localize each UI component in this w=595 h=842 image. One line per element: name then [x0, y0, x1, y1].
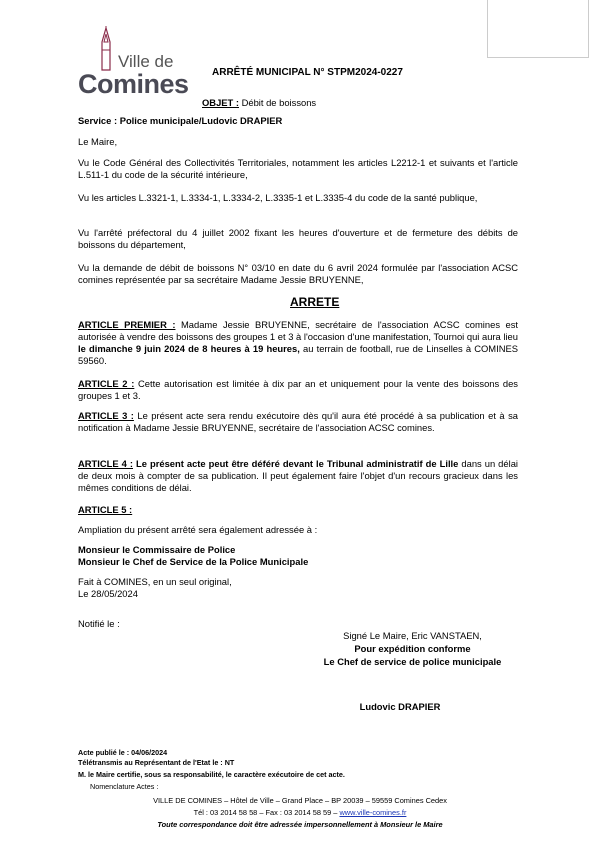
objet-label: OBJET :	[202, 97, 239, 108]
article-5	[78, 504, 518, 516]
salutation: Le Maire,	[78, 136, 118, 147]
destinataire-2: Monsieur le Chef de Service de la Police Municipale	[78, 556, 309, 567]
website-link[interactable]: www.ville-comines.fr	[339, 808, 407, 817]
article-4-bold: Le présent acte peut être déféré devant le Tribunal administratif de Lille	[133, 458, 459, 469]
article-1-place: au terrain de football, rue de Linselles à COMINES 59560.	[78, 343, 518, 366]
considerant-3: Vu l'arrêté préfectoral du 4 juillet 2002 fixant les heures d'ouverture et de fermeture des débits de boissons du département,	[78, 227, 518, 250]
article-1-text: Madame Jessie BRUYENNE, secrétaire de l'association ACSC comines est autorisée à vendre des boissons des groupes 1 et 3 à l'occasion d'une manifestation, Tournoi qui aura lieu	[78, 319, 519, 342]
article-3-text: Le présent acte sera rendu exécutoire dès qu'il aura été procédé à sa publication et à sa notification à Madame Jessie BRUYENNE, secrétaire de l'association ACSC comines.	[78, 410, 518, 433]
destinataire-1: Monsieur le Commissaire de Police	[78, 544, 236, 555]
article-1	[78, 319, 518, 367]
signatory-name: Ludovic DRAPIER	[359, 701, 441, 712]
stamp-box	[487, 0, 589, 58]
footer-phone-fax: Tél : 03 2014 58 58 – Fax : 03 2014 58 59 –	[193, 808, 340, 817]
church-tower-icon	[94, 26, 118, 72]
article-4-text: dans un délai de deux mois à compter de sa publication. Il peut également faire l'objet d'un recours gracieux dans les mêmes conditions de délai.	[78, 458, 518, 493]
executory-certification: M. le Maire certifie, sous sa responsabilité, le caractère exécutoire de cet acte.	[78, 770, 345, 779]
ampliation: Ampliation du présent arrêté sera également adressée à :	[78, 524, 318, 535]
article-1-label: ARTICLE PREMIER :	[78, 319, 176, 330]
logo-city-name: Comines	[78, 69, 189, 99]
considerant-4: Vu la demande de débit de boissons N° 03/10 en date du 6 avril 2024 formulée par l'association ACSC comines représentée par sa secrétaire Madame Jessie BRUYENNE,	[78, 262, 518, 285]
fait-date: Le 28/05/2024	[78, 588, 138, 599]
nomenclature: Nomenclature Actes :	[90, 782, 159, 791]
considerant-2: Vu les articles L.3321-1, L.3334-1, L.3334-2, L.3335-1 et L.3335-4 du code de la santé publique,	[78, 192, 478, 203]
arrete-heading: ARRETE	[290, 295, 340, 309]
article-2	[78, 378, 518, 402]
notifie-le: Notifié le :	[78, 618, 120, 629]
city-logo	[78, 26, 196, 112]
document-title: ARRÊTÉ MUNICIPAL N° STPM2024-0227	[212, 67, 403, 78]
objet-line	[202, 97, 316, 109]
publication-date: Acte publié le : 04/06/2024	[78, 748, 168, 757]
signature-line-2: Pour expédition conforme	[354, 643, 471, 654]
article-3	[78, 410, 518, 434]
article-4-label: ARTICLE 4 :	[78, 458, 133, 469]
article-2-label: ARTICLE 2 :	[78, 378, 135, 389]
service-line: Service : Police municipale/Ludovic DRAPIER	[78, 115, 283, 126]
footer-notice: Toute correspondance doit être adressée impersonnellement à Monsieur le Maire	[157, 820, 443, 829]
article-2-text: Cette autorisation est limitée à dix par an et uniquement pour la vente des boissons des groupes 1 et 3.	[78, 378, 518, 401]
logo-town-text: Ville de	[118, 52, 174, 71]
footer-contact	[60, 808, 540, 818]
footer-address: VILLE DE COMINES – Hôtel de Ville – Grand Place – BP 20039 – 59559 Comines Cedex	[153, 796, 447, 805]
article-1-date: le dimanche 9 juin 2024 de 8 heures à 19 heures,	[78, 343, 300, 354]
article-5-label: ARTICLE 5 :	[78, 504, 133, 515]
considerant-1: Vu le Code Général des Collectivités Territoriales, notamment les articles L2212-1 et suivants et l'article L.511-1 du code de la sécurité intérieure,	[78, 157, 518, 180]
objet-text: Débit de boissons	[241, 97, 317, 108]
signature-line-3: Le Chef de service de police municipale	[323, 656, 502, 667]
teletransmission: Télétransmis au Représentant de l'Etat le : NT	[78, 758, 235, 767]
article-4	[78, 458, 518, 494]
article-3-label: ARTICLE 3 :	[78, 410, 134, 421]
signature-line-1: Signé Le Maire, Eric VANSTAEN,	[343, 630, 482, 641]
fait-a: Fait à COMINES, en un seul original,	[78, 576, 232, 587]
